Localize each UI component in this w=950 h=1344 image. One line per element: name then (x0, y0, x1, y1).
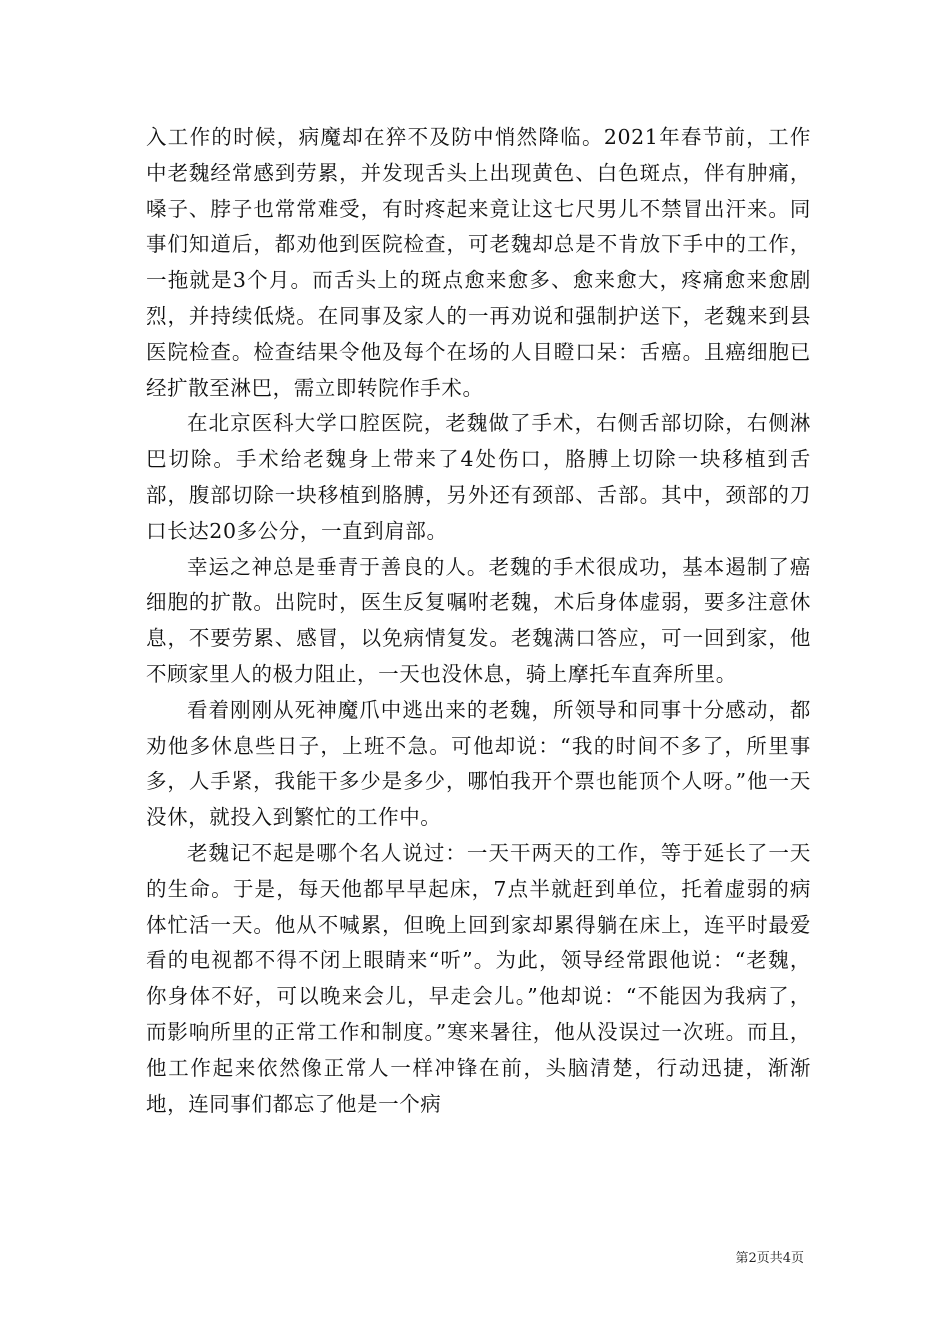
paragraph-2: 在北京医科大学口腔医院，老魏做了手术，右侧舌部切除，右侧淋巴切除。手术给老魏身上带来了4处伤口，胳膊上切除一块移植到舌部，腹部切除一块移植到胳膊，另外还有颈部、舌部。其中，颈部的刀口长达20多公分，一直到肩部。 (146, 411, 811, 543)
page-number-footer: 第2页共4页 (735, 1251, 804, 1266)
paragraph-4: 看着刚刚从死神魔爪中逃出来的老魏，所领导和同事十分感动，都劝他多休息些日子，上班不急。可他却说：“我的时间不多了，所里事多，人手紧，我能干多少是多少，哪怕我开个票也能顶个人呀。”他一天没休，就投入到繁忙的工作中。 (146, 697, 811, 830)
document-body (146, 120, 811, 1122)
paragraph-5: 老魏记不起是哪个名人说过：一天干两天的工作，等于延长了一天的生命。于是，每天他都早早起床，7点半就赶到单位，托着虚弱的病体忙活一天。他从不喊累，但晚上回到家却累得躺在床上，连平时最爱看的电视都不得不闭上眼睛来“听”。为此，领导经常跟他说：“老魏，你身体不好，可以晚来会儿，早走会儿。”他却说：“不能因为我病了，而影响所里的正常工作和制度。”寒来暑往，他从没误过一次班。而且，他工作起来依然像正常人一样冲锋在前，头脑清楚，行动迅捷，渐渐地，连同事们都忘了他是一个病 (146, 840, 811, 1116)
paragraph-1: 入工作的时候，病魔却在猝不及防中悄然降临。2021年春节前，工作中老魏经常感到劳累，并发现舌头上出现黄色、白色斑点，伴有肿痛，嗓子、脖子也常常难受，有时疼起来竟让这七尺男儿不禁冒出汗来。同事们知道后，都劝他到医院检查，可老魏却总是不肯放下手中的工作，一拖就是3个月。而舌头上的斑点愈来愈多、愈来愈大，疼痛愈来愈剧烈，并持续低烧。在同事及家人的一再劝说和强制护送下，老魏来到县医院检查。检查结果令他及每个在场的人目瞪口呆：舌癌。且癌细胞已经扩散至淋巴，需立即转院作手术。 (146, 125, 811, 400)
paragraph-3: 幸运之神总是垂青于善良的人。老魏的手术很成功，基本遏制了癌细胞的扩散。出院时，医生反复嘱咐老魏，术后身体虚弱，要多注意休息，不要劳累、感冒，以免病情复发。老魏满口答应，可一回到家，他不顾家里人的极力阻止，一天也没休息，骑上摩托车直奔所里。 (146, 554, 811, 686)
